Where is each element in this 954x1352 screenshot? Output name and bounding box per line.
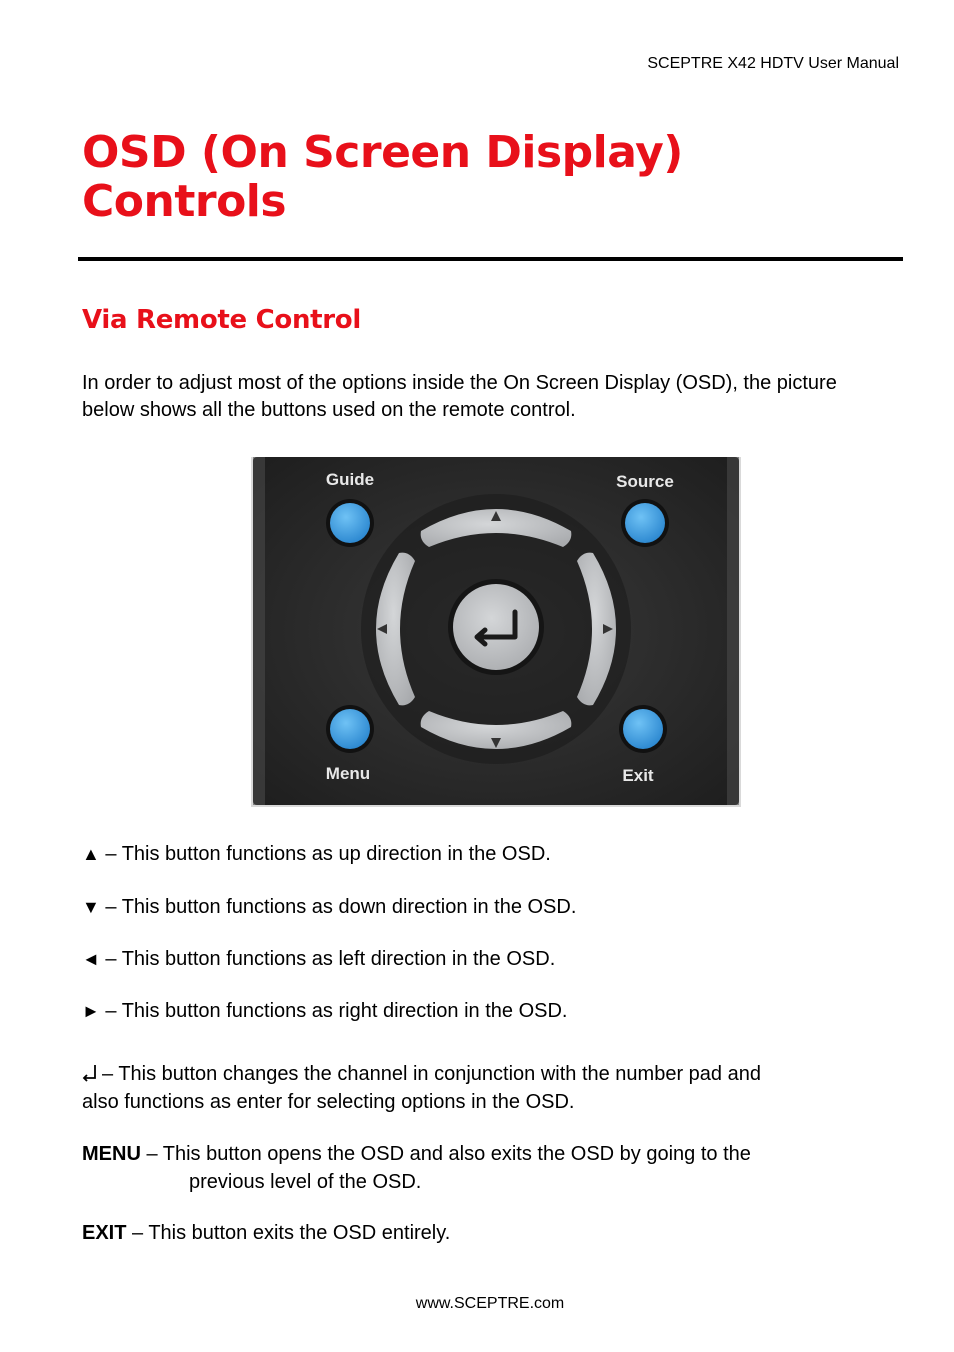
up-button-description <box>82 840 882 868</box>
enter-button-text-line-1: – This button changes the channel in conjunction with the number pad and <box>102 1063 761 1085</box>
menu-button-description <box>82 1140 882 1196</box>
page-title-line-2: Controls <box>82 176 287 227</box>
source-label: Source <box>616 472 674 491</box>
down-button-description <box>82 893 882 921</box>
exit-button-text: – This button exits the OSD entirely. <box>126 1222 451 1244</box>
remote-control-image <box>251 457 741 807</box>
menu-button[interactable] <box>326 705 374 753</box>
enter-button-description <box>82 1060 882 1116</box>
page-footer: www.SCEPTRE.com <box>415 1295 565 1312</box>
exit-label: Exit <box>622 766 654 785</box>
section-heading: Via Remote Control <box>82 305 361 335</box>
up-button-text: – This button functions as up direction in the OSD. <box>99 843 551 865</box>
left-button-description <box>82 945 882 973</box>
enter-glyph-icon <box>82 1064 98 1082</box>
title-divider <box>78 257 903 261</box>
page-title <box>82 128 842 226</box>
menu-button-text-line-2: previous level of the OSD. <box>189 1171 422 1193</box>
intro-paragraph: In order to adjust most of the options inside the On Screen Display (OSD), the picture below shows all the buttons used on the remote control. <box>82 372 837 421</box>
left-button-text: – This button functions as left direction in the OSD. <box>99 948 556 970</box>
guide-button[interactable] <box>326 499 374 547</box>
guide-label: Guide <box>325 470 375 489</box>
exit-button-description <box>82 1219 882 1247</box>
right-button-description <box>82 997 882 1025</box>
down-triangle-icon: ▼ <box>82 897 100 917</box>
exit-keyword: EXIT <box>82 1222 127 1244</box>
right-button-text: – This button functions as right direction in the OSD. <box>99 1000 568 1022</box>
enter-button-text-line-2: also functions as enter for selecting options in the OSD. <box>82 1091 575 1113</box>
left-triangle-icon: ◄ <box>82 949 100 969</box>
page-title-line-1: OSD (On Screen Display) <box>82 127 683 178</box>
page-header: SCEPTRE X42 HDTV User Manual <box>647 55 899 72</box>
menu-keyword: MENU <box>82 1143 141 1165</box>
up-triangle-icon: ▲ <box>82 844 100 864</box>
exit-button[interactable] <box>619 705 667 753</box>
menu-label: Menu <box>325 764 371 783</box>
down-button-text: – This button functions as down direction in the OSD. <box>99 896 577 918</box>
right-triangle-icon: ► <box>82 1001 100 1021</box>
source-button[interactable] <box>621 499 669 547</box>
enter-button[interactable] <box>448 579 544 675</box>
menu-button-text-line-1: – This button opens the OSD and also exits the OSD by going to the <box>140 1143 751 1165</box>
